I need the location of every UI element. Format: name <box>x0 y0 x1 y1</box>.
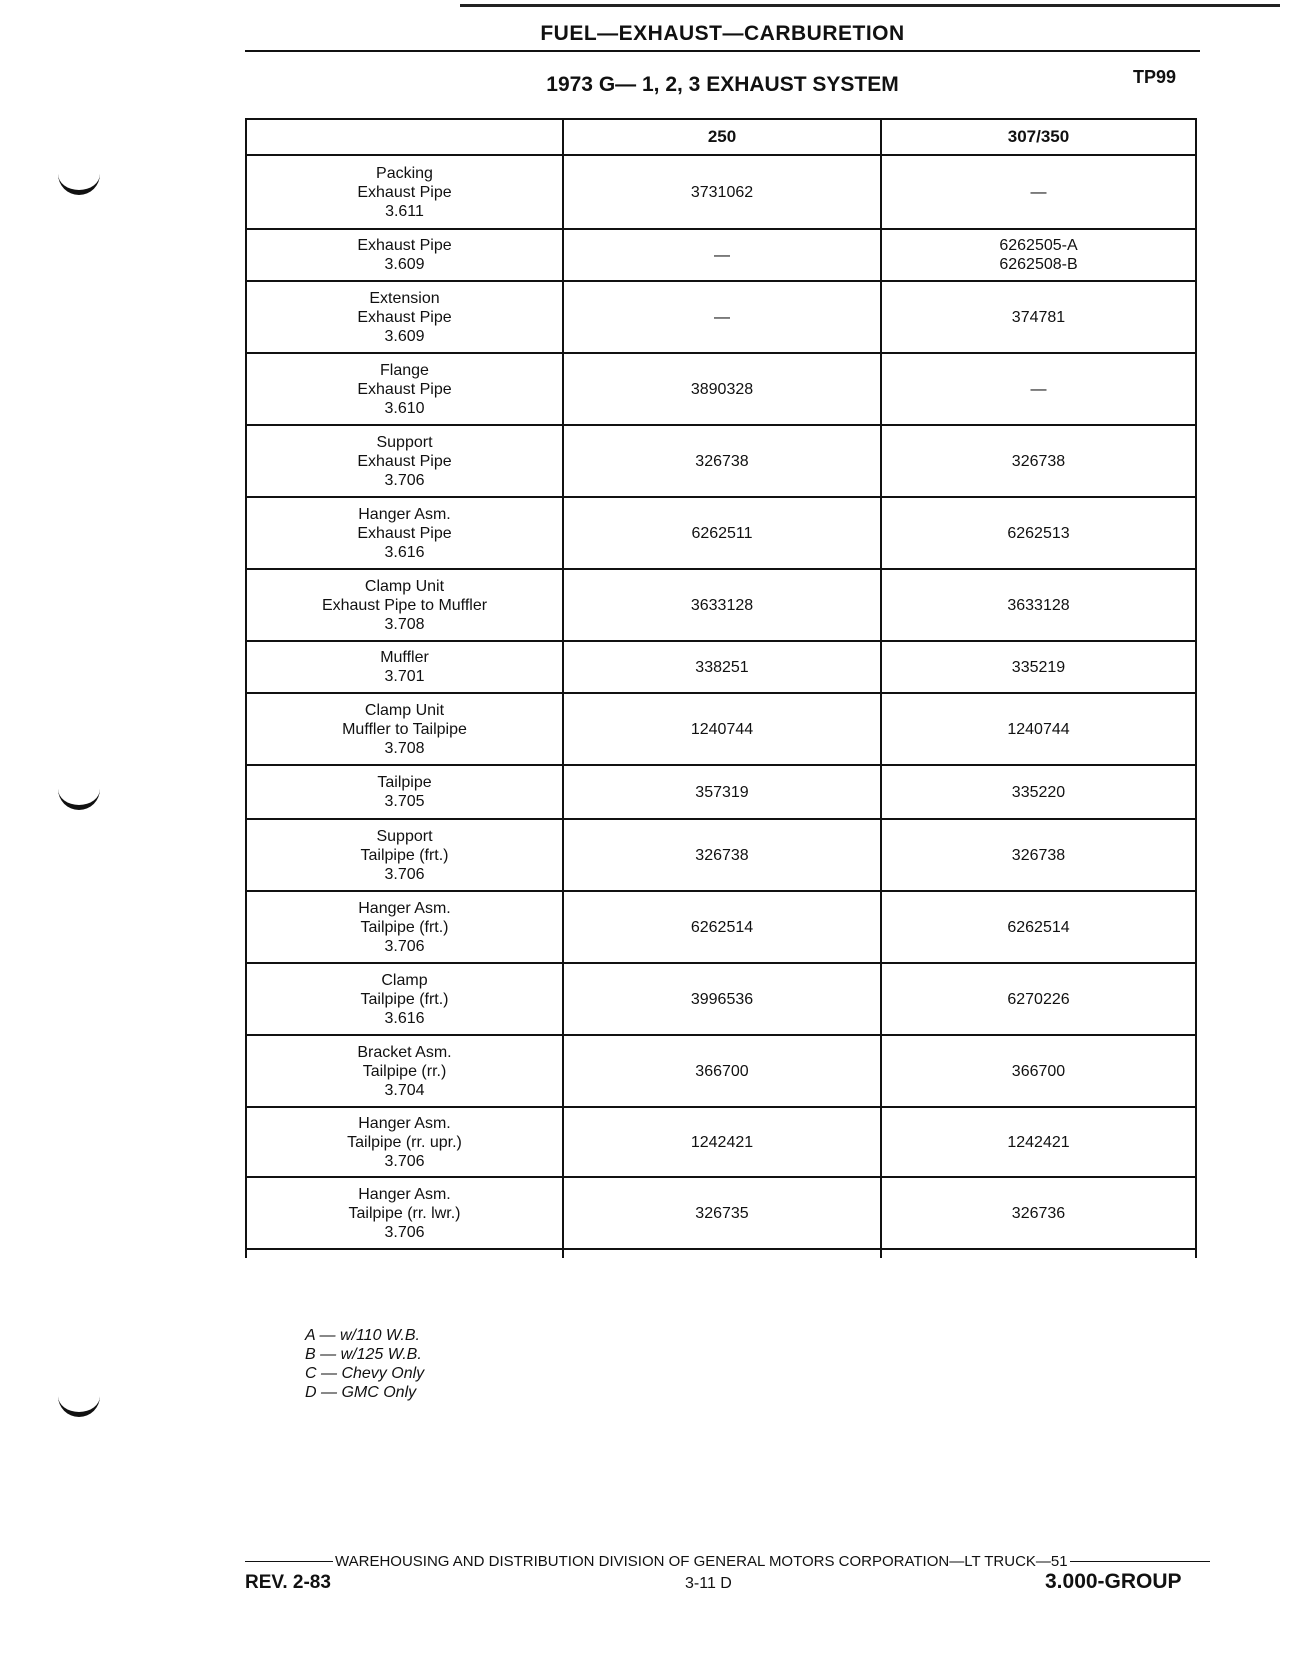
part-number-250-cell <box>563 641 881 693</box>
part-number-250-cell <box>563 569 881 641</box>
part-description-line: 3.609 <box>384 256 425 273</box>
part-number-250: 338251 <box>695 658 749 676</box>
part-description-line: 3.611 <box>385 202 424 220</box>
part-description-cell <box>246 1107 563 1177</box>
part-number-250-cell <box>563 155 881 229</box>
section-title: FUEL—EXHAUST—CARBURETION <box>540 22 905 45</box>
part-description-line: Tailpipe (frt.) <box>360 918 449 936</box>
part-number-307-350-cell <box>881 641 1196 693</box>
part-number-307-350-cell <box>881 819 1196 891</box>
part-description-line: 3.706 <box>384 1223 425 1241</box>
part-description-cell <box>246 353 563 425</box>
part-number-250: 3633128 <box>690 596 754 614</box>
part-number-307-350: 6270226 <box>1007 990 1070 1008</box>
table-header-row <box>246 119 1196 155</box>
part-description-line: Muffler to Tailpipe <box>342 720 467 738</box>
part-description-line: Support <box>376 827 433 845</box>
part-number-250-cell <box>563 1177 881 1249</box>
part-number-307-350: 6262514 <box>1007 918 1070 936</box>
table-row <box>246 1035 1196 1107</box>
table-row <box>246 1107 1196 1177</box>
part-number-307-350-cell <box>881 693 1196 765</box>
part-number-307-350: 374781 <box>1011 308 1066 326</box>
binder-hole-mark <box>58 1390 100 1417</box>
footer-division-line <box>245 1553 1210 1570</box>
part-number-307-350-cell <box>881 155 1196 229</box>
parts-table <box>245 118 1197 1258</box>
table-tail-cell <box>881 1249 1196 1258</box>
table-tail-row <box>246 1249 1196 1258</box>
table-row <box>246 229 1196 281</box>
part-description-cell <box>246 765 563 819</box>
part-description-cell <box>246 819 563 891</box>
part-number-250-cell <box>563 765 881 819</box>
binder-hole-mark <box>58 168 100 195</box>
table-tail-cell <box>563 1249 881 1258</box>
table-row <box>246 693 1196 765</box>
part-description-line: Tailpipe (frt.) <box>360 990 449 1008</box>
part-description-line: Support <box>376 433 433 451</box>
table-row <box>246 891 1196 963</box>
binder-hole-mark <box>58 783 100 810</box>
footnote: C — Chevy Only <box>305 1365 425 1382</box>
part-number-250-cell <box>563 891 881 963</box>
part-number-307-350-cell <box>881 765 1196 819</box>
part-number-250-cell <box>563 693 881 765</box>
part-number-307-350-cell <box>881 281 1196 353</box>
part-number-250-cell <box>563 229 881 281</box>
part-description-line: Clamp Unit <box>364 701 445 719</box>
table-row <box>246 497 1196 569</box>
part-description-line: Tailpipe (frt.) <box>360 846 449 864</box>
part-description-line: 3.706 <box>384 937 425 955</box>
part-number-250: 3890328 <box>690 380 754 398</box>
footer-rule-right <box>1070 1561 1210 1562</box>
footnote: D — GMC Only <box>305 1384 417 1401</box>
part-description-cell <box>246 963 563 1035</box>
part-description-line: 3.706 <box>384 865 425 883</box>
part-number-250: 3731062 <box>690 183 754 201</box>
part-description-cell <box>246 229 563 281</box>
part-number-307-350: 6262508-B <box>999 256 1078 273</box>
part-description-line: Exhaust Pipe <box>357 183 452 201</box>
part-number-250-cell <box>563 425 881 497</box>
part-description-cell <box>246 1035 563 1107</box>
footer-rule-left <box>245 1561 333 1562</box>
part-number-307-350-cell <box>881 1177 1196 1249</box>
part-number-307-350: 1242421 <box>1007 1133 1070 1151</box>
table-row <box>246 641 1196 693</box>
page-subtitle: 1973 G— 1, 2, 3 EXHAUST SYSTEM <box>546 73 899 96</box>
part-number-250: 6262511 <box>691 524 753 542</box>
part-number-250-cell <box>563 281 881 353</box>
part-number-307-350: — <box>1030 380 1047 398</box>
part-number-307-350: 366700 <box>1011 1062 1066 1080</box>
part-description-cell <box>246 497 563 569</box>
section-rule <box>245 50 1200 52</box>
part-description-line: Packing <box>376 164 433 182</box>
part-number-250-cell <box>563 497 881 569</box>
part-number-250: 6262514 <box>690 918 754 936</box>
part-description-cell <box>246 569 563 641</box>
part-number-307-350-cell <box>881 1107 1196 1177</box>
footnotes <box>305 1326 424 1402</box>
part-description-line: 3.616 <box>384 543 425 561</box>
parts-table-body <box>246 155 1196 1258</box>
part-description-cell <box>246 693 563 765</box>
part-description-line: Hanger Asm. <box>358 505 451 523</box>
table-row <box>246 353 1196 425</box>
part-description-cell <box>246 281 563 353</box>
part-number-307-350: 326736 <box>1011 1204 1066 1222</box>
part-description-cell <box>246 641 563 693</box>
part-description-line: 3.610 <box>384 399 425 417</box>
part-number-250-cell <box>563 353 881 425</box>
part-description-line: Tailpipe (rr. upr.) <box>347 1133 462 1151</box>
part-number-307-350-cell <box>881 891 1196 963</box>
part-description-line: Exhaust Pipe <box>357 380 452 398</box>
part-description-line: 3.706 <box>384 1152 425 1170</box>
page-code: TP99 <box>1133 67 1177 87</box>
table-row <box>246 425 1196 497</box>
group-label: 3.000-GROUP <box>1045 1570 1182 1593</box>
part-description-line: 3.616 <box>384 1009 425 1027</box>
part-number-307-350: 326738 <box>1011 846 1066 864</box>
part-number-307-350: 6262505-A <box>999 237 1078 254</box>
part-number-250: — <box>714 246 730 264</box>
part-number-250: 326738 <box>695 452 749 470</box>
part-number-307-350: 6262513 <box>1007 524 1070 542</box>
part-description-line: Bracket Asm. <box>357 1043 452 1061</box>
part-number-250-cell <box>563 819 881 891</box>
table-tail-cell <box>246 1249 563 1258</box>
table-row <box>246 155 1196 229</box>
part-number-307-350-cell <box>881 569 1196 641</box>
part-description-line: 3.708 <box>384 615 425 633</box>
part-number-307-350: 3633128 <box>1007 596 1070 614</box>
part-description-line: Exhaust Pipe <box>357 452 452 470</box>
part-number-250: 326738 <box>695 846 749 864</box>
part-description-line: Flange <box>380 361 429 379</box>
part-description-cell <box>246 1177 563 1249</box>
part-number-307-350-cell <box>881 497 1196 569</box>
part-description-cell <box>246 425 563 497</box>
column-header-description <box>246 119 563 155</box>
part-description-line: Exhaust Pipe <box>357 237 452 254</box>
part-number-307-350-cell <box>881 1035 1196 1107</box>
column-header-250: 250 <box>563 119 881 155</box>
part-number-307-350: 1240744 <box>1007 720 1070 738</box>
part-description-line: 3.704 <box>384 1081 425 1099</box>
part-number-307-350-cell <box>881 425 1196 497</box>
part-number-250-cell <box>563 963 881 1035</box>
part-description-line: Exhaust Pipe to Muffler <box>321 596 488 614</box>
part-description-cell <box>246 891 563 963</box>
footnote: A — w/110 W.B. <box>305 1327 420 1344</box>
part-description-cell <box>246 155 563 229</box>
part-description-line: Tailpipe <box>377 774 432 791</box>
part-number-307-350: 335220 <box>1011 783 1066 801</box>
part-description-line: Muffler <box>380 649 429 666</box>
part-number-250: 366700 <box>695 1062 749 1080</box>
part-description-line: Extension <box>369 289 440 307</box>
table-row <box>246 569 1196 641</box>
page-number: 3-11 D <box>685 1575 732 1592</box>
table-row <box>246 1177 1196 1249</box>
revision-label: REV. 2-83 <box>245 1572 331 1593</box>
part-description-line: Tailpipe (rr. lwr.) <box>348 1204 461 1222</box>
part-description-line: 3.706 <box>384 471 425 489</box>
part-number-250: 1240744 <box>690 720 754 738</box>
part-description-line: Clamp <box>381 971 428 989</box>
part-description-line: Clamp Unit <box>364 577 445 595</box>
part-description-line: Exhaust Pipe <box>357 524 452 542</box>
part-description-line: Exhaust Pipe <box>357 308 452 326</box>
part-number-250-cell <box>563 1107 881 1177</box>
part-number-250: 326735 <box>695 1204 749 1222</box>
column-header-307-350: 307/350 <box>881 119 1196 155</box>
part-description-line: 3.705 <box>384 793 425 810</box>
part-number-307-350-cell <box>881 963 1196 1035</box>
part-number-250: 3996536 <box>690 990 754 1008</box>
part-description-line: Hanger Asm. <box>358 899 451 917</box>
table-row <box>246 819 1196 891</box>
part-number-307-350-cell <box>881 353 1196 425</box>
part-description-line: Hanger Asm. <box>358 1114 451 1132</box>
top-edge-rule <box>460 4 1280 7</box>
part-number-307-350-cell <box>881 229 1196 281</box>
part-description-line: 3.609 <box>384 327 425 345</box>
part-number-250: — <box>714 308 730 326</box>
part-description-line: 3.701 <box>384 668 425 685</box>
part-number-307-350: 326738 <box>1011 452 1066 470</box>
footnote: B — w/125 W.B. <box>305 1346 422 1363</box>
footer-division-text: WAREHOUSING AND DISTRIBUTION DIVISION OF GENERAL MOTORS CORPORATION—LT TRUCK—51 <box>335 1553 1068 1570</box>
part-number-307-350: — <box>1030 183 1047 201</box>
part-description-line: 3.708 <box>384 739 425 757</box>
part-number-307-350: 335219 <box>1011 658 1066 676</box>
table-row <box>246 963 1196 1035</box>
part-description-line: Tailpipe (rr.) <box>362 1062 447 1080</box>
part-description-line: Hanger Asm. <box>358 1185 451 1203</box>
part-number-250-cell <box>563 1035 881 1107</box>
part-number-250: 1242421 <box>690 1133 754 1151</box>
table-row <box>246 281 1196 353</box>
part-number-250: 357319 <box>695 783 749 801</box>
table-row <box>246 765 1196 819</box>
